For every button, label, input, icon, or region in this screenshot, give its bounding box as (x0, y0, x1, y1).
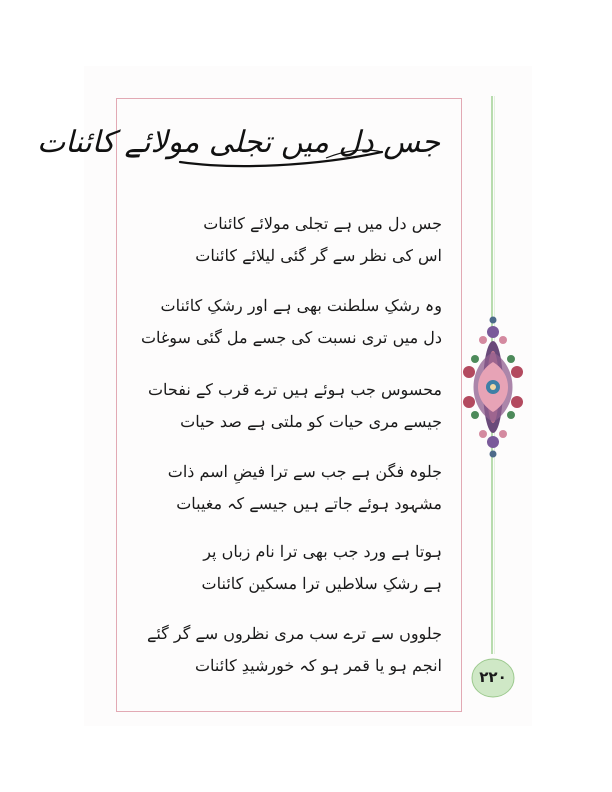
floral-ornament-icon (459, 312, 527, 462)
verse-line: محسوس جب ہوئے ہیں ترے قرب کے نفحات (147, 380, 442, 399)
verse-line: مشہود ہوئے جاتے ہیں جیسے کہ مغیبات (176, 494, 442, 513)
verse-line: دل میں تری نسبت کی جسے مل گئی سوغات (140, 328, 442, 347)
stanza-5 (132, 536, 442, 600)
stanza-3 (132, 374, 442, 438)
stanza-6 (132, 618, 442, 682)
verse-line: اس کی نظر سے گر گئی لیلائے کائنات (195, 246, 442, 265)
verse-line: انجم ہو یا قمر ہو کہ خورشیدِ کائنات (194, 656, 442, 675)
stanza-2 (132, 290, 442, 354)
verse-line: جلووں سے ترے سب مری نظروں سے گر گئے (146, 624, 442, 643)
stanza-1 (132, 208, 442, 272)
verse-line: جس دل میں ہے تجلی مولائے کائنات (203, 214, 442, 233)
verse-line: ہے رشکِ سلاطیں ترا مسکین کائنات (201, 574, 442, 593)
stanza-4 (132, 456, 442, 520)
verse-line: جیسے مری حیات کو ملتی ہے صد حیات (180, 412, 442, 431)
page-number: ۲۲۰ (479, 668, 507, 686)
verse-line: جلوہ فگن ہے جب سے ترا فیضِ اسم ذات (167, 462, 442, 481)
title-flourish-icon (176, 140, 386, 170)
poem-title: جس دل میں تجلی مولائے کائنات (36, 125, 440, 160)
verse-line: وہ رشکِ سلطنت بھی ہے اور رشکِ کائنات (160, 296, 442, 315)
verse-line: ہوتا ہے ورد جب بھی ترا نام زباں پر (203, 542, 442, 561)
